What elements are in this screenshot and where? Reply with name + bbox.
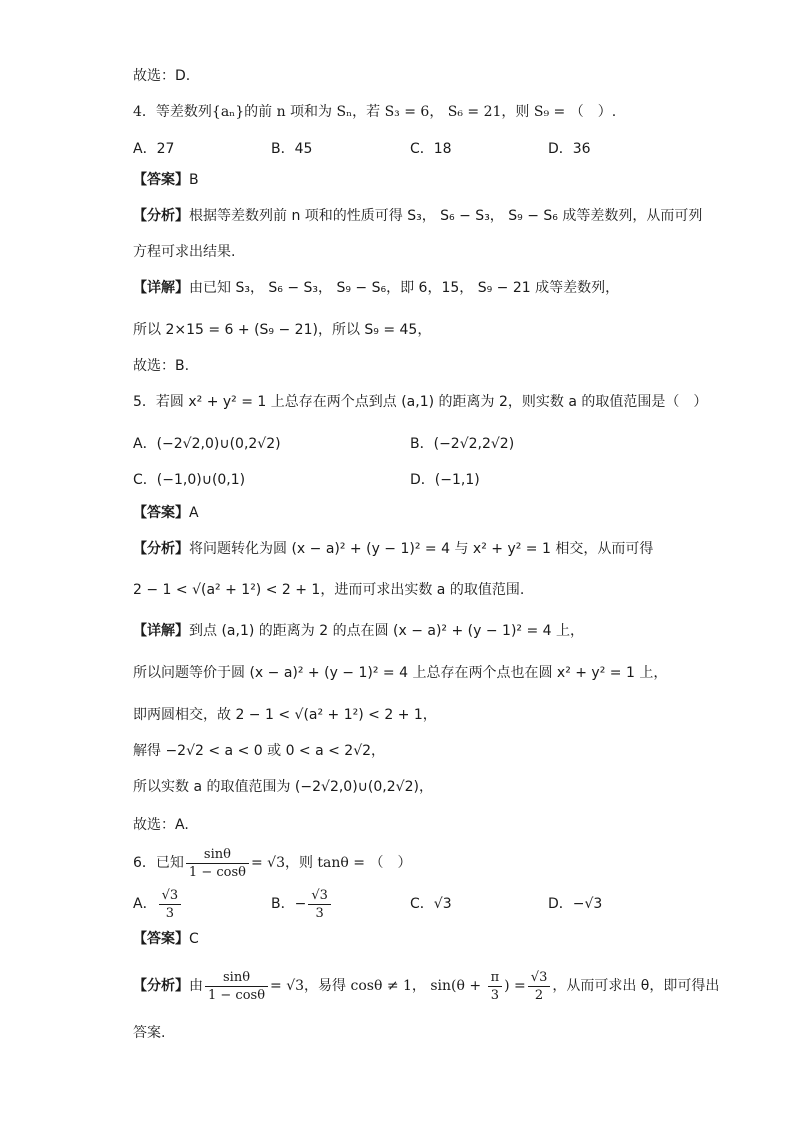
- q5-stem: 5．若圆 x² + y² = 1 上总存在两个点到点 (a,1) 的距离为 2，则实数 a 的取值范围是（ ）: [133, 394, 708, 410]
- q6-option-d: D．−√3: [548, 896, 603, 912]
- q6-analysis: 【分析】由 $\frac{\sin\theta}{1 - \cos\theta}$ = √3，易得 cosθ ≠ 1， sin(θ + $\frac{\pi}{3}$ ) = $\frac{√3}{2}$ ，从而可求出 θ，即可得出: [133, 969, 720, 1003]
- q4-answer: 【答案】B: [133, 172, 199, 188]
- q4-analysis-cont: 方程可求出结果.: [133, 244, 236, 260]
- q5-detail-line3: 即两圆相交，故 2 − 1 < √(a² + 1²) < 2 + 1，: [133, 707, 437, 723]
- q5-detail-line2: 所以问题等价于圆 (x − a)² + (y − 1)² = 4 上总存在两个点也在圆 x² + y² = 1 上，: [133, 665, 668, 681]
- q5-option-a: A．(−2√2,0)∪(0,2√2): [133, 436, 281, 452]
- q5-option-c: C．(−1,0)∪(0,1): [133, 472, 246, 488]
- fraction: $\frac{\sin\theta}{1 - \cos\theta}$: [186, 846, 249, 881]
- q6-option-a: A． $\frac{√3}{3}$: [133, 884, 183, 924]
- q5-conclusion: 故选：A.: [133, 817, 189, 833]
- q5-analysis: 【分析】将问题转化为圆 (x − a)² + (y − 1)² = 4 与 x² + y² = 1 相交，从而可得: [133, 541, 654, 557]
- q4-detail: 【详解】由已知 S₃， S₆ − S₃， S₉ − S₆，即 6，15， S₉ − 21 成等差数列，: [133, 280, 620, 296]
- q5-option-d: D．(−1,1): [410, 472, 480, 488]
- q4-option-d: D．36: [548, 141, 591, 157]
- q6-analysis-cont: 答案.: [133, 1025, 166, 1041]
- q4-analysis: 【分析】根据等差数列前 n 项和的性质可得 S₃， S₆ − S₃， S₉ − S₆ 成等差数列，从而可列: [133, 208, 703, 224]
- q3-conclusion: 故选：D.: [133, 68, 191, 84]
- q6-option-c: C．√3: [410, 896, 452, 912]
- q5-answer: 【答案】A: [133, 505, 199, 521]
- q4-option-c: C．18: [410, 141, 452, 157]
- q5-detail-line5: 所以实数 a 的取值范围为 (−2√2,0)∪(0,2√2)，: [133, 779, 433, 795]
- q4-detail-line2: 所以 2×15 = 6 + (S₉ − 21)，所以 S₉ = 45，: [133, 322, 432, 338]
- q5-detail: 【详解】到点 (a,1) 的距离为 2 的点在圆 (x − a)² + (y − 1)² = 4 上，: [133, 623, 585, 639]
- q5-detail-line4: 解得 −2√2 < a < 0 或 0 < a < 2√2，: [133, 743, 386, 759]
- q4-option-a: A．27: [133, 141, 175, 157]
- q6-option-b: B．− $\frac{√3}{3}$: [271, 884, 333, 924]
- q4-conclusion: 故选：B.: [133, 358, 190, 374]
- q4-stem: 4．等差数列{aₙ}的前 n 项和为 Sₙ，若 S₃ = 6， S₆ = 21，则 S₉ = （ ）.: [133, 104, 617, 120]
- q5-analysis-cont: 2 − 1 < √(a² + 1²) < 2 + 1，进而可求出实数 a 的取值范围.: [133, 582, 525, 598]
- q6-answer: 【答案】C: [133, 931, 199, 947]
- q5-option-b: B．(−2√2,2√2): [410, 436, 515, 452]
- q4-option-b: B．45: [271, 141, 313, 157]
- q6-stem: 6．已知 $\frac{\sin\theta}{1 - \cos\theta}$ = √3，则 tanθ = （ ）: [133, 846, 412, 880]
